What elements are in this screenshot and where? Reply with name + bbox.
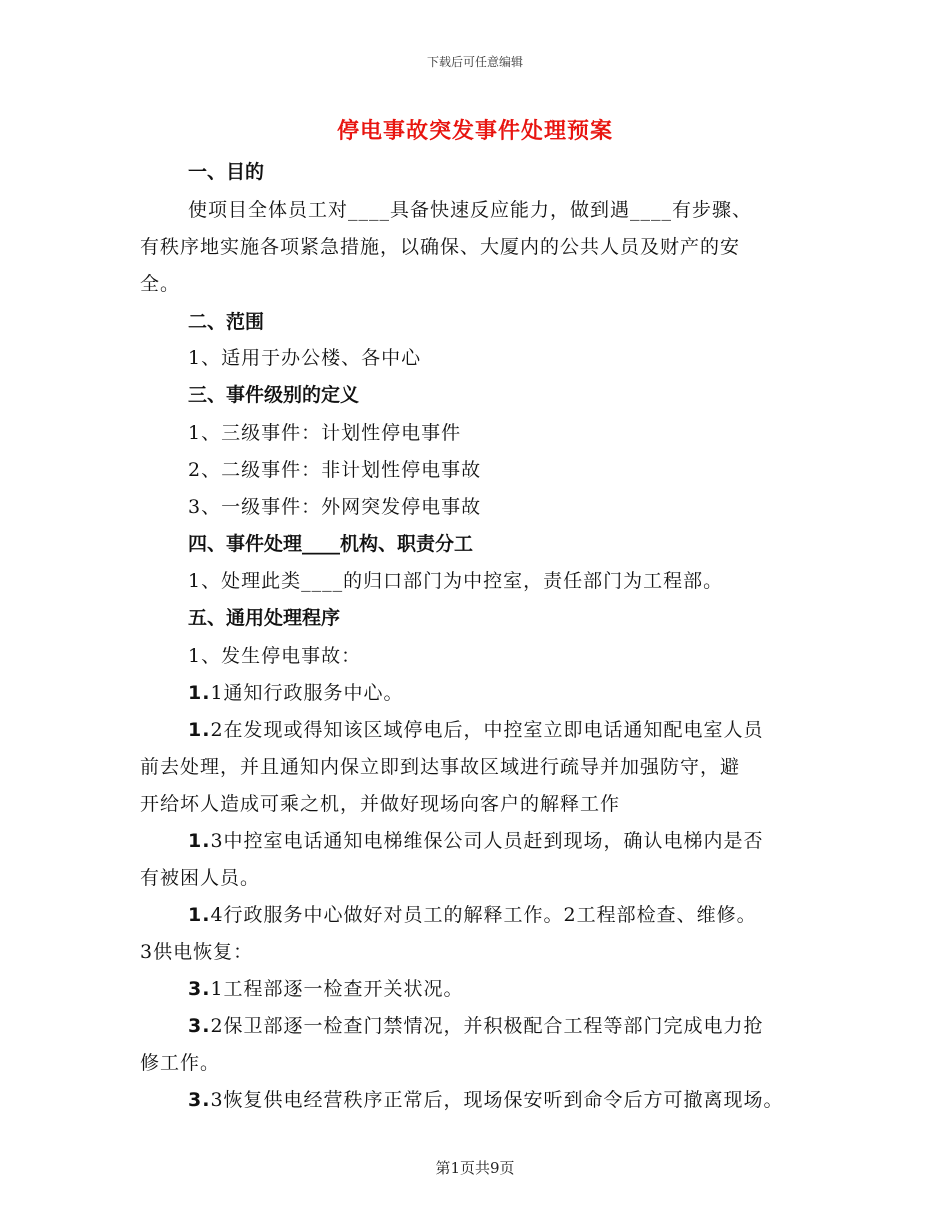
sub-item xyxy=(188,1011,764,1038)
item-text: 4行政服务中心做好对员工的解释工作。2工程部检查、维修。 xyxy=(210,904,757,926)
list-item: 1、三级事件：计划性停电事件 xyxy=(188,422,462,444)
item-number: 1. xyxy=(188,830,211,852)
item-number: 1. xyxy=(188,904,211,926)
section-heading-levels: 三、事件级别的定义 xyxy=(188,384,360,406)
paragraph-line: 有被困人员。 xyxy=(140,867,261,889)
page-header: 下载后可任意编辑 xyxy=(426,55,523,69)
item-number: 3. xyxy=(188,1015,211,1037)
list-item: 2、二级事件：非计划性停电事故 xyxy=(188,459,482,481)
item-text: 1通知行政服务中心。 xyxy=(210,682,404,704)
section-heading-purpose: 一、目的 xyxy=(188,161,265,183)
sub-item xyxy=(188,900,757,927)
list-item: 3、一级事件：外网突发停电事故 xyxy=(188,496,482,518)
sub-item xyxy=(188,826,764,853)
page-footer: 第1页共9页 xyxy=(435,1159,515,1177)
item-text: 1工程部逐一检查开关状况。 xyxy=(210,978,464,1000)
item-text: 2在发现或得知该区域停电后，中控室立即电话通知配电室人员 xyxy=(210,719,764,741)
item-text: 3中控室电话通知电梯维保公司人员赶到现场，确认电梯内是否 xyxy=(210,830,764,852)
list-item: 1、发生停电事故： xyxy=(188,645,362,667)
item-number: 3. xyxy=(188,978,211,1000)
section-heading-scope: 二、范围 xyxy=(188,311,265,333)
list-item: 1、适用于办公楼、各中心 xyxy=(188,347,422,369)
document-title: 停电事故突发事件处理预案 xyxy=(336,118,613,144)
sub-item xyxy=(188,678,404,705)
paragraph-line: 使项目全体员工对____具备快速反应能力，做到遇____有步骤、 xyxy=(188,199,753,221)
paragraph-line: 3供电恢复： xyxy=(140,941,254,963)
item-number: 1. xyxy=(188,682,211,704)
sub-item xyxy=(188,1085,784,1112)
item-text: 2保卫部逐一检查门禁情况，并积极配合工程等部门完成电力抢 xyxy=(210,1015,764,1037)
sub-item xyxy=(188,974,464,1001)
paragraph-line: 开给坏人造成可乘之机，并做好现场向客户的解释工作 xyxy=(140,793,621,815)
paragraph-line: 全。 xyxy=(140,273,181,295)
paragraph-line: 修工作。 xyxy=(140,1052,221,1074)
list-item: 1、处理此类____的归口部门为中控室，责任部门为工程部。 xyxy=(188,570,724,592)
section-heading-procedure: 五、通用处理程序 xyxy=(188,607,341,629)
item-number: 3. xyxy=(188,1089,211,1111)
sub-item xyxy=(188,715,764,742)
section-heading-organization: 四、事件处理____机构、职责分工 xyxy=(188,533,474,555)
item-number: 1. xyxy=(188,719,211,741)
paragraph-line: 有秩序地实施各项紧急措施，以确保、大厦内的公共人员及财产的安 xyxy=(140,236,741,258)
paragraph-line: 前去处理，并且通知内保立即到达事故区域进行疏导并加强防守，避 xyxy=(140,756,741,778)
item-text: 3恢复供电经营秩序正常后，现场保安听到命令后方可撤离现场。 xyxy=(210,1089,784,1111)
